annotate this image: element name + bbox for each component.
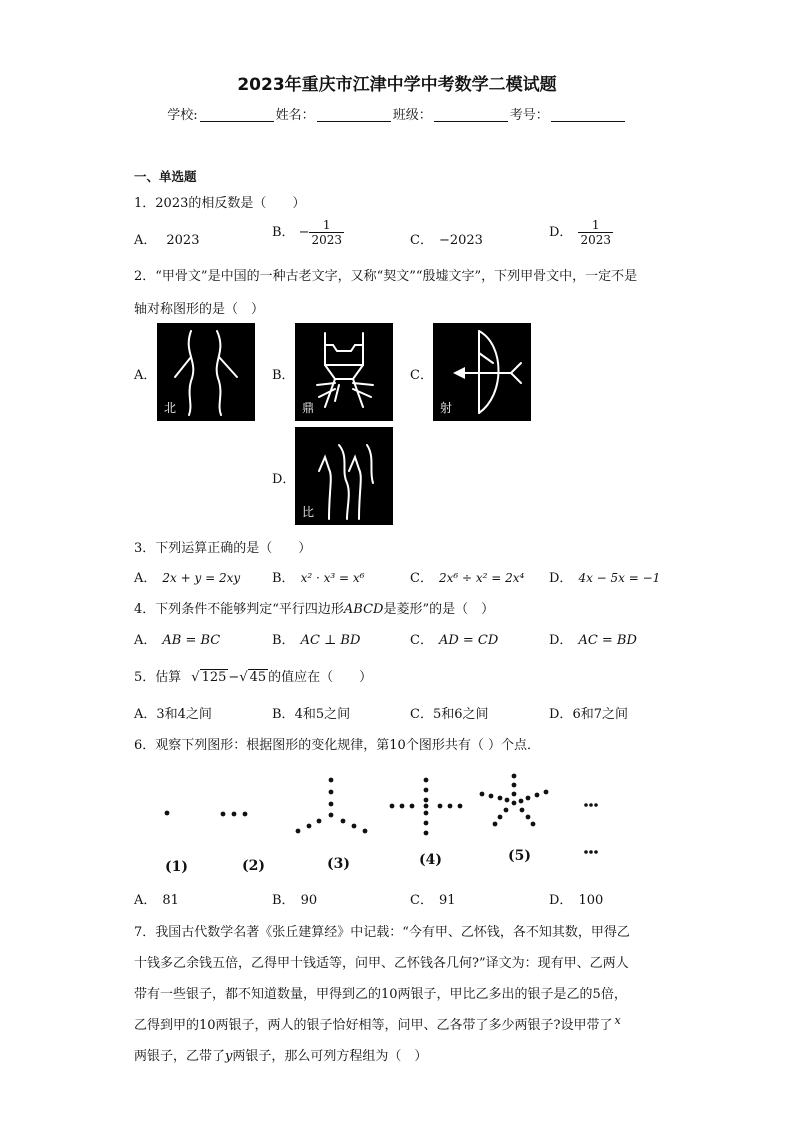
- stem-text: 是菱形”的是（ ）: [383, 602, 495, 617]
- stem-text: 5．估算: [134, 670, 182, 685]
- dot: [512, 801, 517, 806]
- option-label: A．: [134, 571, 157, 586]
- dot: [232, 812, 237, 817]
- option-text: 5和6之间: [432, 707, 489, 722]
- dot: [526, 796, 531, 801]
- figure-label: (2): [242, 858, 265, 874]
- dot: [480, 792, 485, 797]
- q4-option-b: [272, 629, 360, 648]
- dot: [589, 850, 593, 854]
- dot: [352, 824, 357, 829]
- dot: [584, 803, 588, 807]
- q3-option-d: [549, 567, 660, 586]
- question-6-stem: 6．观察下列图形：根据图形的变化规律，第10个图形共有（ ）个点．: [134, 738, 540, 753]
- q6-option-a: [134, 889, 179, 908]
- page-title: 2023年重庆市江津中学中考数学二模试题: [237, 75, 557, 95]
- dot: [498, 796, 503, 801]
- option-label: D．: [549, 893, 573, 908]
- dot: [512, 783, 517, 788]
- option-expression: AD = CD: [438, 633, 499, 648]
- dot: [400, 804, 405, 809]
- fraction: [578, 218, 613, 247]
- school-label: 学校:: [167, 108, 198, 123]
- dot: [221, 812, 226, 817]
- option-label: B．: [272, 633, 295, 648]
- q4-option-c: [410, 629, 498, 648]
- q2-option-c-label: C．: [410, 368, 433, 383]
- stem-text: 乙得到甲的10两银子，两人的银子恰好相等，问甲、乙各带了多少两银子?设甲带了: [134, 1018, 613, 1033]
- dot: [489, 794, 494, 799]
- q3-option-a: [134, 567, 240, 586]
- dot: [535, 793, 540, 798]
- q1-option-b: [272, 218, 344, 247]
- option-label: B．: [272, 893, 295, 908]
- option-label: A．: [134, 233, 157, 248]
- dot: [329, 778, 334, 783]
- q5-option-a: [134, 703, 212, 722]
- dot: [424, 788, 429, 793]
- exam-no-label: 考号：: [509, 108, 549, 123]
- q1-option-d: [549, 218, 613, 247]
- dot: [531, 822, 536, 827]
- stem-variable: x: [614, 1014, 621, 1027]
- question-1-stem: 1．2023的相反数是（ ）: [134, 196, 306, 211]
- option-text: 6和7之间: [572, 707, 628, 722]
- glyph-caption: 北: [164, 401, 177, 415]
- dot: [424, 804, 429, 809]
- dot: [424, 778, 429, 783]
- stem-variable: ABCD: [343, 602, 384, 617]
- denominator: 2023: [311, 233, 343, 247]
- figure-label: (5): [508, 848, 531, 864]
- dot: [329, 813, 334, 818]
- option-label: C．: [410, 633, 433, 648]
- dot: [594, 803, 598, 807]
- dot-pattern-figure: [130, 768, 610, 878]
- stem-text: 4．下列条件不能够判定“平行四边形: [134, 602, 344, 617]
- option-expression: AC ⊥ BD: [300, 633, 361, 648]
- glyph-caption: 比: [302, 505, 315, 519]
- question-4-stem: [134, 598, 494, 617]
- denominator: 2023: [580, 233, 611, 247]
- dot: [520, 808, 525, 813]
- oracle-she-image: [433, 323, 531, 421]
- option-label: C．: [410, 233, 433, 248]
- dot: [410, 804, 415, 809]
- q4-option-d: [549, 629, 637, 648]
- q4-option-a: [134, 629, 220, 648]
- dot: [424, 821, 429, 826]
- question-7-line5: [134, 1045, 427, 1064]
- student-info-line: [0, 104, 794, 123]
- stem-text: 两银子，乙带了: [134, 1049, 226, 1064]
- option-label: D．: [549, 707, 573, 722]
- numerator: 1: [591, 218, 600, 232]
- figure-label: (4): [419, 852, 442, 868]
- fraction: [309, 218, 344, 247]
- option-label: B．: [272, 571, 295, 586]
- dot: [504, 808, 509, 813]
- option-label: B．: [272, 225, 295, 240]
- stem-text: 两银子，那么可列方程组为（ ）: [232, 1049, 428, 1064]
- dot: [296, 829, 301, 834]
- glyph-caption: 射: [440, 401, 453, 415]
- option-expression: 2x⁶ ÷ x² = 2x⁴: [438, 571, 525, 585]
- figure-label: (1): [165, 859, 188, 875]
- option-label: D．: [549, 571, 573, 586]
- dot: [544, 790, 549, 795]
- option-label: C．: [410, 707, 433, 722]
- option-text: 4和5之间: [294, 707, 351, 722]
- dot: [512, 792, 517, 797]
- dot: [390, 804, 395, 809]
- name-label: 姓名：: [275, 108, 315, 123]
- q3-option-b: [272, 567, 364, 586]
- dot: [526, 815, 531, 820]
- oracle-ding-image: [295, 323, 393, 421]
- dot: [317, 819, 322, 824]
- dot: [589, 803, 593, 807]
- dot: [341, 819, 346, 824]
- dot: [424, 831, 429, 836]
- dot: [512, 774, 517, 779]
- option-label: D．: [549, 225, 573, 240]
- class-blank: [434, 107, 508, 122]
- dot: [243, 812, 248, 817]
- section-title: 一、单选题: [134, 169, 197, 184]
- option-label: D．: [549, 633, 573, 648]
- dot: [307, 824, 312, 829]
- question-2-stem-line1: 2．“甲骨文”是中国的一种古老文字，又称“契文”“殷墟文字”，下列甲骨文中，一定不是: [134, 269, 638, 284]
- dot: [329, 790, 334, 795]
- dot: [363, 829, 368, 834]
- option-label: B．: [272, 707, 295, 722]
- q6-option-b: [272, 889, 317, 908]
- dot: [458, 804, 463, 809]
- q6-option-d: [549, 889, 603, 908]
- glyph-caption: 鼎: [302, 401, 315, 415]
- oracle-bi-image: [295, 427, 393, 525]
- q3-option-c: [410, 567, 524, 586]
- question-7-line3: 带有一些银子，都不知道数量，甲得到乙的10两银子，甲比乙多出的银子是乙的5倍，: [134, 987, 627, 1002]
- option-value: −2023: [438, 233, 483, 248]
- figure-label: (3): [327, 856, 350, 872]
- question-3-stem: 3．下列运算正确的是（ ）: [134, 541, 312, 556]
- q5-option-b: [272, 703, 350, 722]
- option-label: A．: [134, 633, 157, 648]
- question-7-line4: [134, 1014, 621, 1033]
- dot: [329, 802, 334, 807]
- sqrt-radicand: 125: [201, 670, 227, 685]
- exam-no-blank: [551, 107, 625, 122]
- option-value: 91: [438, 893, 456, 908]
- dot: [165, 811, 170, 816]
- option-label: C．: [410, 571, 433, 586]
- option-label: A．: [134, 707, 157, 722]
- q6-option-c: [410, 889, 456, 908]
- option-expression: 2x + y = 2xy: [162, 571, 241, 585]
- q5-option-d: [549, 703, 628, 722]
- option-expression: AC = BD: [578, 633, 637, 648]
- option-label: C．: [410, 893, 433, 908]
- dot: [584, 850, 588, 854]
- q2-option-a-label: A．: [134, 368, 157, 383]
- option-text: 3和4之间: [156, 707, 212, 722]
- option-expression: AB = BC: [162, 633, 221, 648]
- option-label: A．: [134, 893, 157, 908]
- dot: [438, 804, 443, 809]
- question-7-line2: 十钱多乙余钱五倍，乙得甲十钱适等，问甲、乙怀钱各几何?”译文为：现有甲、乙两人: [134, 956, 629, 971]
- stem-variable: y: [225, 1049, 233, 1064]
- school-blank: [200, 107, 274, 122]
- dot: [594, 850, 598, 854]
- dot: [424, 811, 429, 816]
- dot: [424, 798, 429, 803]
- minus-sign: −: [298, 225, 310, 240]
- question-5-stem: 5．估算 √ 125 −√ 45 的值应在（ ）: [134, 670, 373, 685]
- class-label: 班级：: [392, 108, 432, 123]
- dot: [498, 815, 503, 820]
- option-value: 100: [578, 893, 604, 908]
- oracle-bei-image: [157, 323, 255, 421]
- sqrt-radicand: 45: [249, 670, 267, 685]
- q2-option-b-label: B．: [272, 368, 295, 383]
- q1-option-a: [134, 229, 199, 248]
- q1-option-c: [410, 229, 483, 248]
- q2-option-d-label: D．: [272, 472, 296, 487]
- minus-sign: −: [228, 670, 240, 685]
- option-expression: 4x − 5x = −1: [578, 571, 661, 585]
- dot: [493, 822, 498, 827]
- numerator: 1: [322, 218, 331, 232]
- dot: [519, 799, 524, 804]
- question-2-stem-line2: 轴对称图形的是（ ）: [134, 302, 265, 317]
- option-value: 2023: [166, 233, 200, 248]
- name-blank: [317, 107, 391, 122]
- dot: [505, 798, 510, 803]
- option-value: 90: [300, 893, 318, 908]
- question-7-line1: 7．我国古代数学名著《张丘建算经》中记载：“今有甲、乙怀钱，各不知其数，甲得乙: [134, 925, 630, 940]
- dot: [448, 804, 453, 809]
- option-expression: x² · x³ = x⁶: [300, 571, 365, 585]
- stem-text: 的值应在（ ）: [268, 670, 373, 685]
- option-value: 81: [162, 893, 179, 908]
- q5-option-c: [410, 703, 489, 722]
